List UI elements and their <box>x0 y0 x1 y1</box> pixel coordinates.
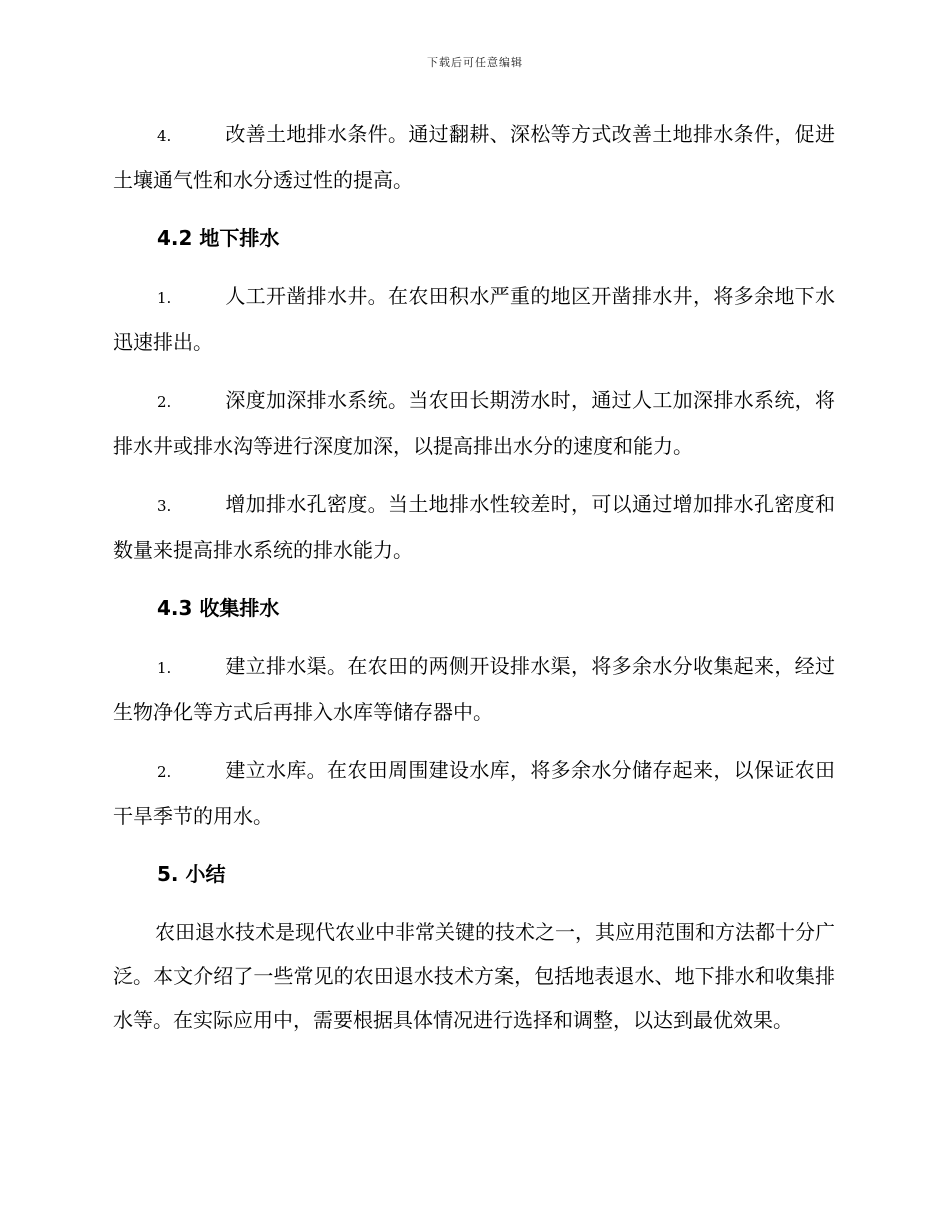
document-body <box>113 112 835 1056</box>
item-number: 3. <box>157 497 172 515</box>
list-item <box>113 748 835 838</box>
item-number: 2. <box>157 393 172 411</box>
item-text: 建立排水渠。在农田的两侧开设排水渠，将多余水分收集起来，经过生物净化等方式后再排入水库等储存器中。 <box>113 654 835 724</box>
item-number: 2. <box>157 763 172 781</box>
item-text: 建立水库。在农田周围建设水库，将多余水分储存起来，以保证农田干旱季节的用水。 <box>113 758 835 828</box>
item-text: 人工开凿排水井。在农田积水严重的地区开凿排水井，将多余地下水迅速排出。 <box>113 284 835 354</box>
item-number: 1. <box>157 659 172 677</box>
section-heading: 5. 小结 <box>157 862 226 886</box>
list-item <box>113 274 835 364</box>
summary-paragraph: 农田退水技术是现代农业中非常关键的技术之一，其应用范围和方法都十分广泛。本文介绍了一些常见的农田退水技术方案，包括地表退水、地下排水和收集排水等。在实际应用中，需要根据具体情况进行选择和调整，以达到最优效果。 <box>113 920 835 1032</box>
list-item <box>113 482 835 572</box>
list-item <box>113 378 835 468</box>
item-text: 深度加深排水系统。当农田长期涝水时，通过人工加深排水系统，将排水井或排水沟等进行深度加深，以提高排出水分的速度和能力。 <box>113 388 835 458</box>
section-heading: 4.2 地下排水 <box>157 226 280 250</box>
section-heading: 4.3 收集排水 <box>157 596 280 620</box>
item-number: 1. <box>157 289 172 307</box>
item-text: 增加排水孔密度。当土地排水性较差时，可以通过增加排水孔密度和数量来提高排水系统的排水能力。 <box>113 492 835 562</box>
list-item <box>113 644 835 734</box>
page-header-note: 下载后可任意编辑 <box>427 56 523 69</box>
item-text: 改善土地排水条件。通过翻耕、深松等方式改善土地排水条件，促进土壤通气性和水分透过性的提高。 <box>113 122 835 192</box>
list-item <box>113 112 835 202</box>
item-number: 4. <box>157 127 172 145</box>
